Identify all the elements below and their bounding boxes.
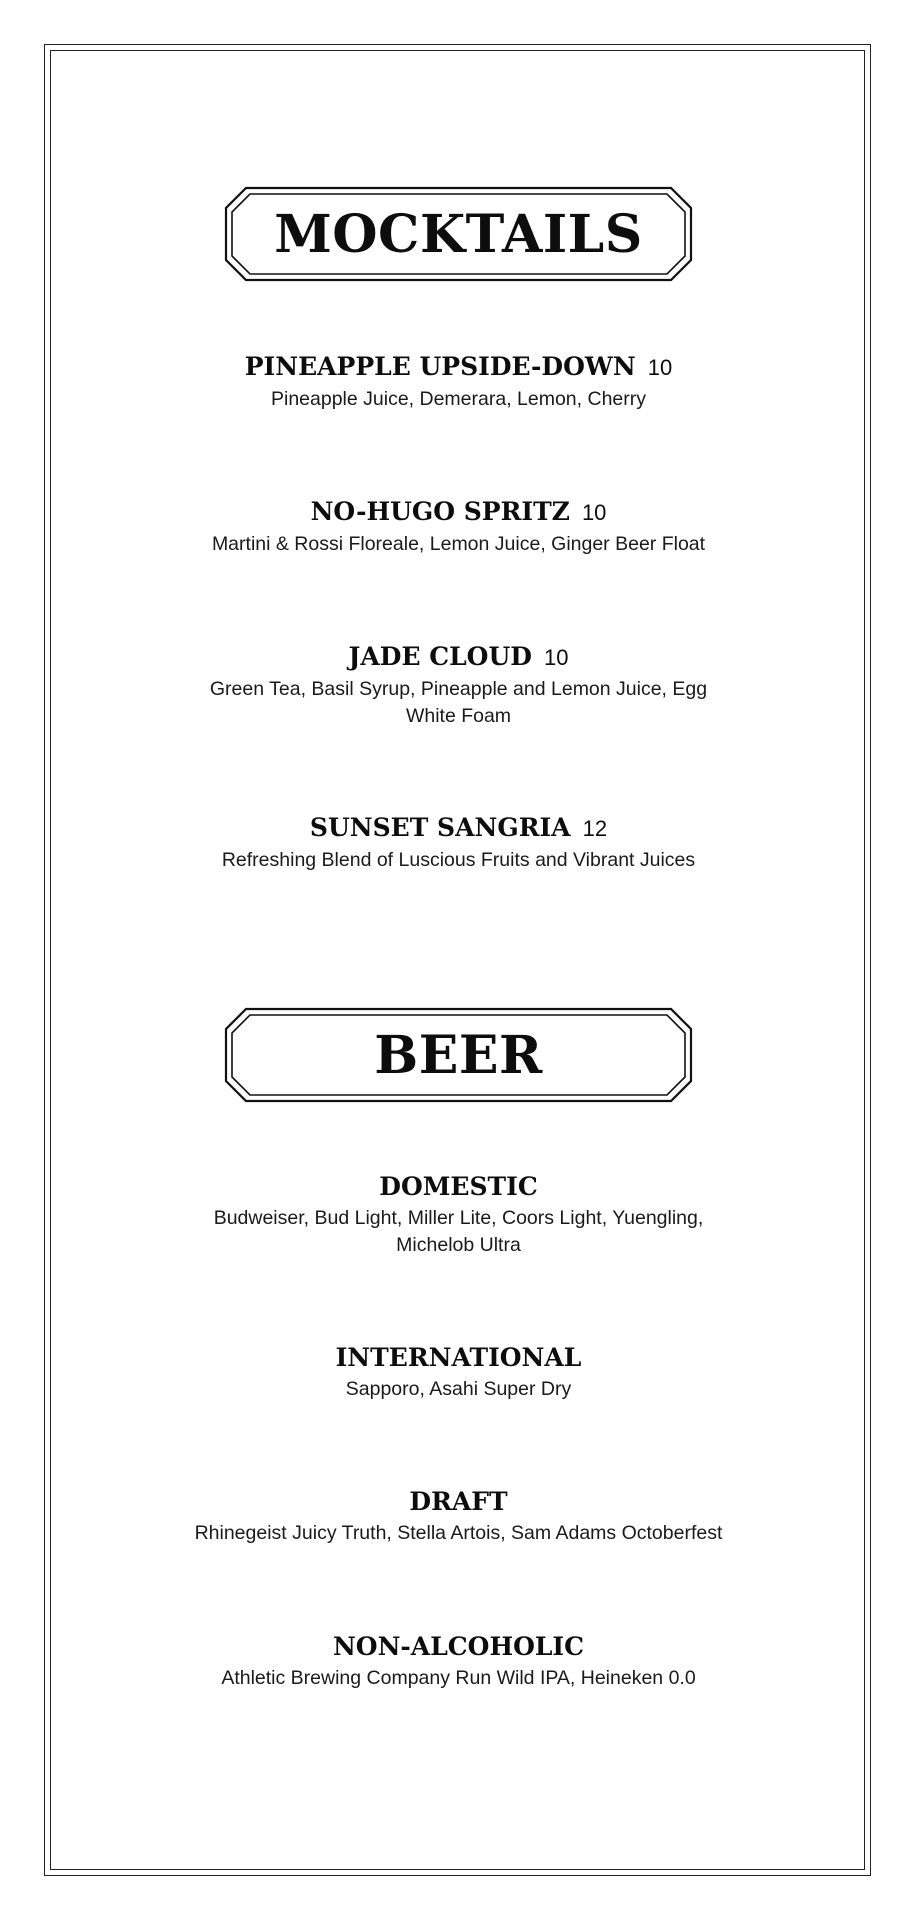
menu-item: [150, 1342, 767, 1403]
item-name: INTERNATIONAL: [335, 1343, 582, 1372]
item-name: DRAFT: [409, 1487, 508, 1516]
menu-item: [195, 1171, 722, 1259]
item-description: Athletic Brewing Company Run Wild IPA, Heineken 0.0: [221, 1667, 696, 1689]
item-price: 10: [581, 500, 607, 525]
menu-item: [200, 641, 717, 730]
item-description: Refreshing Blend of Luscious Fruits and Vibrant Juices: [221, 849, 696, 871]
item-description: Sapporo, Asahi Super Dry: [345, 1378, 572, 1400]
item-name: NO-HUGO SPRITZ: [310, 497, 570, 526]
item-description: Pineapple Juice, Demerara, Lemon, Cherry: [270, 388, 646, 410]
item-price: 12: [582, 816, 608, 841]
section-title: MOCKTAILS: [274, 203, 643, 265]
item-description: Green Tea, Basil Syrup, Pineapple and Lemon Juice, Egg White Foam: [209, 678, 708, 727]
menu-item: [150, 351, 767, 413]
item-description: Budweiser, Bud Light, Miller Lite, Coors Light, Yuengling, Michelob Ultra: [213, 1207, 704, 1256]
mocktails-section-header: [224, 186, 693, 282]
menu-item: [150, 496, 767, 558]
beer-section-header: [224, 1007, 693, 1103]
item-name: PINEAPPLE UPSIDE-DOWN: [244, 352, 636, 381]
item-name: SUNSET SANGRIA: [309, 813, 571, 842]
item-price: 10: [647, 355, 673, 380]
menu-border-inner: [50, 50, 865, 1870]
menu-item: [150, 1631, 767, 1692]
menu-item: [150, 1486, 767, 1547]
item-name: JADE CLOUD: [348, 642, 532, 671]
item-description: Martini & Rossi Floreale, Lemon Juice, Ginger Beer Float: [211, 533, 706, 555]
item-price: 10: [543, 645, 569, 670]
item-description: Rhinegeist Juicy Truth, Stella Artois, Sam Adams Octoberfest: [194, 1522, 723, 1544]
item-name: DOMESTIC: [379, 1172, 538, 1201]
menu-item: [150, 812, 767, 874]
section-title: BEER: [374, 1024, 543, 1086]
item-name: NON-ALCOHOLIC: [332, 1632, 585, 1661]
